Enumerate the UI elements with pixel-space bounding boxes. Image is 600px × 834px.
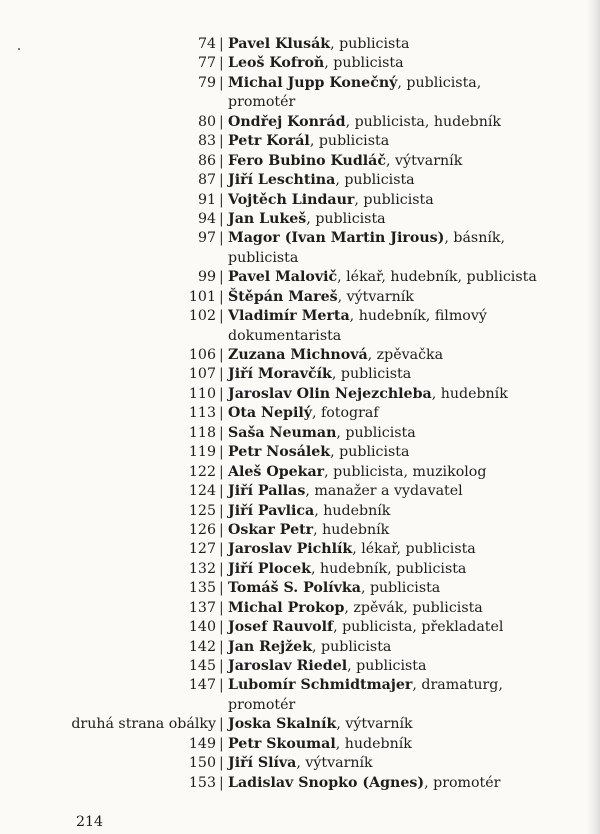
entry-description: , výtvarník [337,288,414,305]
entry-name: Jaroslav Riedel [228,658,348,675]
entry-page-reference: 145 [188,658,216,675]
entry-page-reference: 113 [188,405,216,422]
entry-body [228,521,389,540]
entry-page-reference: 153 [188,774,216,791]
index-entry [0,599,600,618]
entry-description: , publicista [336,424,416,441]
entry-body [228,579,440,598]
entry-page-reference: 137 [188,599,216,616]
entry-page-reference: 135 [188,580,216,597]
entry-separator: | [219,405,224,422]
entry-body [228,288,414,307]
index-entry [0,210,600,229]
entry-body [228,482,463,501]
index-entry [0,346,600,365]
entry-separator: | [219,366,224,383]
entry-page-reference: 122 [188,463,216,480]
entry-separator: | [219,152,224,169]
entry-body [228,676,503,715]
entry-description: , výtvarník [386,152,463,169]
entry-page-reference: 140 [188,619,216,636]
entry-body [228,404,379,423]
entry-description: , fotograf [311,405,379,422]
entry-body [228,346,443,365]
entry-body [228,463,486,482]
entry-body [228,657,426,676]
entry-body [228,774,500,793]
entry-page-reference: 106 [188,347,216,364]
entry-name: Vojtěch Lindaur [228,191,355,208]
entry-description: , dramaturg, [412,677,503,694]
entry-name: Michal Prokop [228,599,345,616]
entry-body [228,385,508,404]
entry-description: , hudebník, publicista [310,560,467,577]
entry-name: Jiří Pavlica [228,502,315,519]
entry-description: , výtvarník [336,716,413,733]
entry-body [228,132,389,151]
entry-page-reference: 94 [197,210,216,227]
entry-name: Joska Skalník [228,716,337,733]
entry-name: Ladislav Snopko (Agnes) [228,774,425,791]
entry-separator: | [219,210,224,227]
entry-body [228,191,434,210]
entry-separator: | [219,133,224,150]
entry-separator: | [219,638,224,655]
entry-description: , publicista [360,580,441,597]
index-entry [0,152,600,171]
index-entry [0,288,600,307]
entry-body [228,754,373,773]
index-entry [0,424,600,443]
entry-body [228,54,404,73]
entry-page-reference: 80 [197,113,216,130]
entry-body [228,268,537,287]
index-entry [0,482,600,501]
entry-description: , promotér [424,774,501,791]
entry-body [228,443,409,462]
index-entry [0,404,600,423]
entry-name: Oskar Petr [228,521,314,538]
entry-name: Aleš Opekar [228,463,325,480]
entry-description: , publicista, překladatel [333,619,504,636]
entry-name: Jiří Leschtina [228,172,336,189]
entry-description: , hudebník [431,385,508,402]
entry-name: Pavel Malovič [228,269,338,286]
entry-page-reference: 118 [188,424,216,441]
entry-page-reference: 99 [197,269,216,286]
entry-body [228,540,476,559]
index-entry [0,365,600,384]
entry-separator: | [219,774,224,791]
entry-page-reference: 86 [197,152,216,169]
entry-page-reference: 150 [188,755,216,772]
entry-description: , publicista [306,210,386,227]
entry-separator: | [219,269,224,286]
entry-description: , publicista [347,658,427,675]
entry-page-reference: 97 [197,230,216,247]
entry-name: Pavel Klusák [228,36,331,52]
entry-name: Jaroslav Olin Nejezchleba [228,385,432,402]
entry-page-reference: 127 [188,541,216,558]
entry-body [228,424,416,443]
entry-page-reference: 87 [197,172,216,189]
index-entry [0,560,600,579]
entry-body [228,229,505,268]
entry-page-reference: 102 [188,308,216,325]
entry-description: , hudebník [314,502,391,519]
index-entry [0,74,600,113]
index-entry [0,113,600,132]
entry-description: , hudebník [335,735,412,752]
entry-name: Zuzana Michnová [228,347,368,364]
entry-body [228,599,483,618]
index-entry [0,579,600,598]
index-entry [0,463,600,482]
entry-description: , publicista [324,55,404,72]
entry-name: Josef Rauvolf [228,619,334,636]
entry-page-reference: druhá strana obálky [71,716,216,733]
index-entry [0,754,600,773]
entry-separator: | [219,677,224,694]
entry-body [228,210,386,229]
entry-page-reference: 83 [197,133,216,150]
entry-description: , básník, [444,230,505,247]
entry-name: Magor (Ivan Martin Jirous) [228,230,445,247]
index-entry [0,657,600,676]
entry-separator: | [219,541,224,558]
entry-separator: | [219,113,224,130]
entry-page-reference: 149 [188,735,216,752]
entry-separator: | [219,521,224,538]
index-entry [0,191,600,210]
entry-separator: | [219,755,224,772]
entry-separator: | [219,230,224,247]
entry-separator: | [219,502,224,519]
entry-body [228,152,462,171]
entry-separator: | [219,191,224,208]
index-entry [0,307,600,346]
entry-name: Jaroslav Pichlík [228,541,353,558]
entry-name: Ota Nepilý [228,405,312,422]
entry-description: , zpěvák, publicista [344,599,483,616]
entry-page-reference: 126 [188,521,216,538]
entry-body [228,638,391,657]
entry-separator: | [219,288,224,305]
entry-description: , hudebník, filmový [349,308,487,325]
entry-description: , manažer a vydavatel [305,483,463,500]
entry-separator: | [219,444,224,461]
index-entry [0,443,600,462]
entry-page-reference: 101 [188,288,216,305]
entry-separator: | [219,580,224,597]
entry-name: Michal Jupp Konečný [228,74,398,91]
entry-page-reference: 119 [188,444,216,461]
entry-page-reference: 79 [197,74,216,91]
index-entry [0,171,600,190]
entry-body [228,113,501,132]
entry-separator: | [219,619,224,636]
entry-separator: | [219,560,224,577]
index-entry [0,132,600,151]
entry-description: , hudebník [313,521,390,538]
entry-page-reference: 142 [188,638,216,655]
entry-separator: | [219,347,224,364]
entry-name: Petr Korál [228,133,310,150]
entry-description: , publicista [354,191,434,208]
entry-description: , lékař, hudebník, publicista [337,269,537,286]
entry-description-continued: promotér [228,94,296,111]
entry-separator: | [219,424,224,441]
entry-separator: | [219,55,224,72]
entry-separator: | [219,463,224,480]
entry-body [228,502,390,521]
entry-body [228,715,413,734]
entry-name: Saša Neuman [228,424,337,441]
index-entry [0,521,600,540]
entry-description-continued: dokumentarista [228,327,342,344]
entry-page-reference: 147 [188,677,216,694]
entry-description: , publicista [335,172,415,189]
entry-body [228,560,466,579]
entry-separator: | [219,385,224,402]
entry-page-reference: 110 [188,385,216,402]
entry-description: , publicista [331,366,412,383]
entry-name: Jan Rejžek [228,638,313,655]
entry-page-reference: 77 [197,55,216,72]
index-entry [0,54,600,73]
entry-name: Tomáš S. Polívka [228,580,361,597]
entry-name: Jiří Slíva [228,755,297,772]
entry-separator: | [219,172,224,189]
entry-description: , lékař, publicista [352,541,476,558]
entry-description: , výtvarník [296,755,373,772]
index-entry [0,385,600,404]
index-entry [0,618,600,637]
page-number: 214 [76,814,104,830]
entry-name: Lubomír Schmidtmajer [228,677,413,694]
entry-description: , publicista, hudebník [345,113,502,130]
index-entry [0,638,600,657]
entry-separator: | [219,735,224,752]
entry-description-continued: promotér [228,696,296,713]
index-entry [0,502,600,521]
entry-description: , publicista, muzikolog [324,463,487,480]
entry-description: , publicista [330,36,410,52]
entry-name: Leoš Kofroň [228,55,325,72]
entry-name: Petr Nosálek [228,444,331,461]
entry-name: Jan Lukeš [228,210,307,227]
entry-separator: | [219,483,224,500]
entry-separator: | [219,308,224,325]
entry-name: Petr Skoumal [228,735,336,752]
entry-separator: | [219,599,224,616]
entry-separator: | [219,716,224,733]
entry-separator: | [219,36,224,52]
index-entry [0,229,600,268]
entry-page-reference: 125 [188,502,216,519]
contributor-index [0,35,600,793]
entry-description: , zpěvačka [367,347,444,364]
index-entry [0,774,600,793]
entry-name: Fero Bubino Kudláč [228,152,387,169]
entry-name: Ondřej Konrád [228,113,346,130]
entry-separator: | [219,74,224,91]
entry-body [228,307,487,346]
entry-name: Štěpán Mareš [228,288,338,305]
index-entry [0,540,600,559]
entry-body [228,365,411,384]
entry-page-reference: 124 [188,483,216,500]
entry-name: Vladimír Merta [228,308,350,325]
entry-description: , publicista, [397,74,482,91]
entry-body [228,618,503,637]
index-entry [0,35,600,54]
entry-name: Jiří Pallas [228,483,306,500]
index-entry [0,676,600,715]
index-entry [0,715,600,734]
index-entry [0,268,600,287]
entry-page-reference: 91 [197,191,216,208]
entry-page-reference: 107 [188,366,216,383]
index-entry [0,735,600,754]
entry-page-reference: 132 [188,560,216,577]
entry-description-continued: publicista [228,249,299,266]
entry-description: , publicista [309,133,390,150]
entry-separator: | [219,658,224,675]
entry-page-reference: 74 [197,36,216,52]
entry-description: , publicista [312,638,392,655]
entry-name: Jiří Moravčík [228,366,332,383]
entry-body [228,74,481,113]
entry-body [228,35,409,54]
entry-description: , publicista [330,444,410,461]
entry-body [228,735,412,754]
entry-body [228,171,415,190]
entry-name: Jiří Plocek [228,560,311,577]
